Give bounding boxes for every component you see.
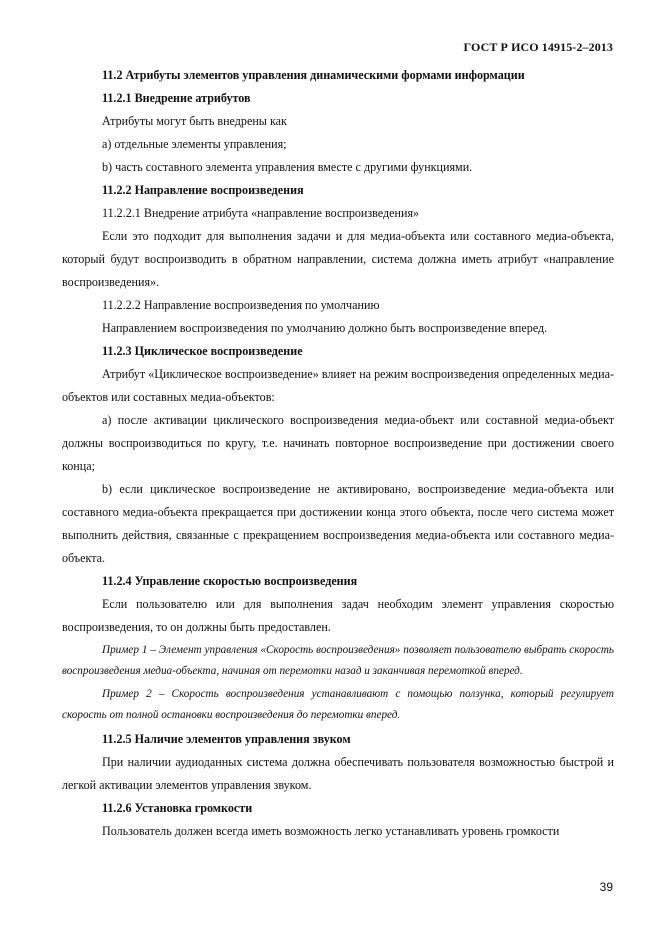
paragraph: Если пользователю или для выполнения задач необходим элемент управления скоростью воспроизведения, то он должны быть предоставлен.	[62, 597, 614, 634]
heading-11-2-3: 11.2.3 Циклическое воспроизведение	[102, 344, 303, 358]
heading-11-2: 11.2 Атрибуты элементов управления динамическими формами информации	[102, 68, 525, 82]
subsection-title: 11.2.2.2 Направление воспроизведения по умолчанию	[102, 298, 380, 312]
subsection-title: 11.2.2.1 Внедрение атрибута «направление воспроизведения»	[102, 206, 420, 220]
paragraph: Направлением воспроизведения по умолчанию должно быть воспроизведение вперед.	[102, 321, 548, 335]
example-note: Пример 1 – Элемент управления «Скорость воспроизведения» позволяет пользователю выбрать скорость воспроизведения медиа-объекта, начиная от перемотки назад и заканчивая перемоткой вперед.	[62, 644, 614, 677]
paragraph: Пользователь должен всегда иметь возможность легко устанавливать уровень громкости	[102, 824, 560, 838]
page-number: 39	[599, 880, 613, 894]
example-note: Пример 2 – Скорость воспроизведения устанавливают с помощью ползунка, который регулирует скорость от полной остановки воспроизведения до перемотки вперед.	[62, 688, 614, 721]
heading-11-2-1: 11.2.1 Внедрение атрибутов	[102, 91, 251, 105]
heading-11-2-2: 11.2.2 Направление воспроизведения	[102, 183, 304, 197]
paragraph: Атрибуты могут быть внедрены как	[102, 114, 287, 128]
heading-11-2-6: 11.2.6 Установка громкости	[102, 801, 253, 815]
paragraph: Атрибут «Циклическое воспроизведение» влияет на режим воспроизведения определенных медиа-объектов или составных медиа-объектов:	[62, 367, 614, 404]
list-item: b) часть составного элемента управления вместе с другими функциями.	[102, 160, 473, 174]
list-item: a) после активации циклического воспроизведения медиа-объект или составной медиа-объект должны воспроизводиться по кругу, т.е. начинать повторное воспроизведение при достижении своего конца;	[62, 413, 614, 473]
heading-11-2-4: 11.2.4 Управление скоростью воспроизведения	[102, 574, 358, 588]
paragraph: При наличии аудиоданных система должна обеспечивать пользователя возможностью быстрой и легкой активации элементов управления звуком.	[62, 755, 614, 792]
list-item: b) если циклическое воспроизведение не активировано, воспроизведение медиа-объекта или составного медиа-объекта прекращается при достижении конца этого объекта, после чего система может выполнить действия, связанные с прекращением воспроизведения медиа-объекта или составного медиа-объекта.	[62, 482, 614, 565]
heading-11-2-5: 11.2.5 Наличие элементов управления звуком	[102, 732, 351, 746]
standard-header: ГОСТ Р ИСО 14915-2–2013	[463, 40, 613, 54]
list-item: a) отдельные элементы управления;	[102, 137, 287, 151]
document-body	[62, 64, 614, 843]
paragraph: Если это подходит для выполнения задачи и для медиа-объекта или составного медиа-объекта, который будут воспроизводить в обратном направлении, система должна иметь атрибут «направление воспроизведения».	[62, 229, 614, 289]
